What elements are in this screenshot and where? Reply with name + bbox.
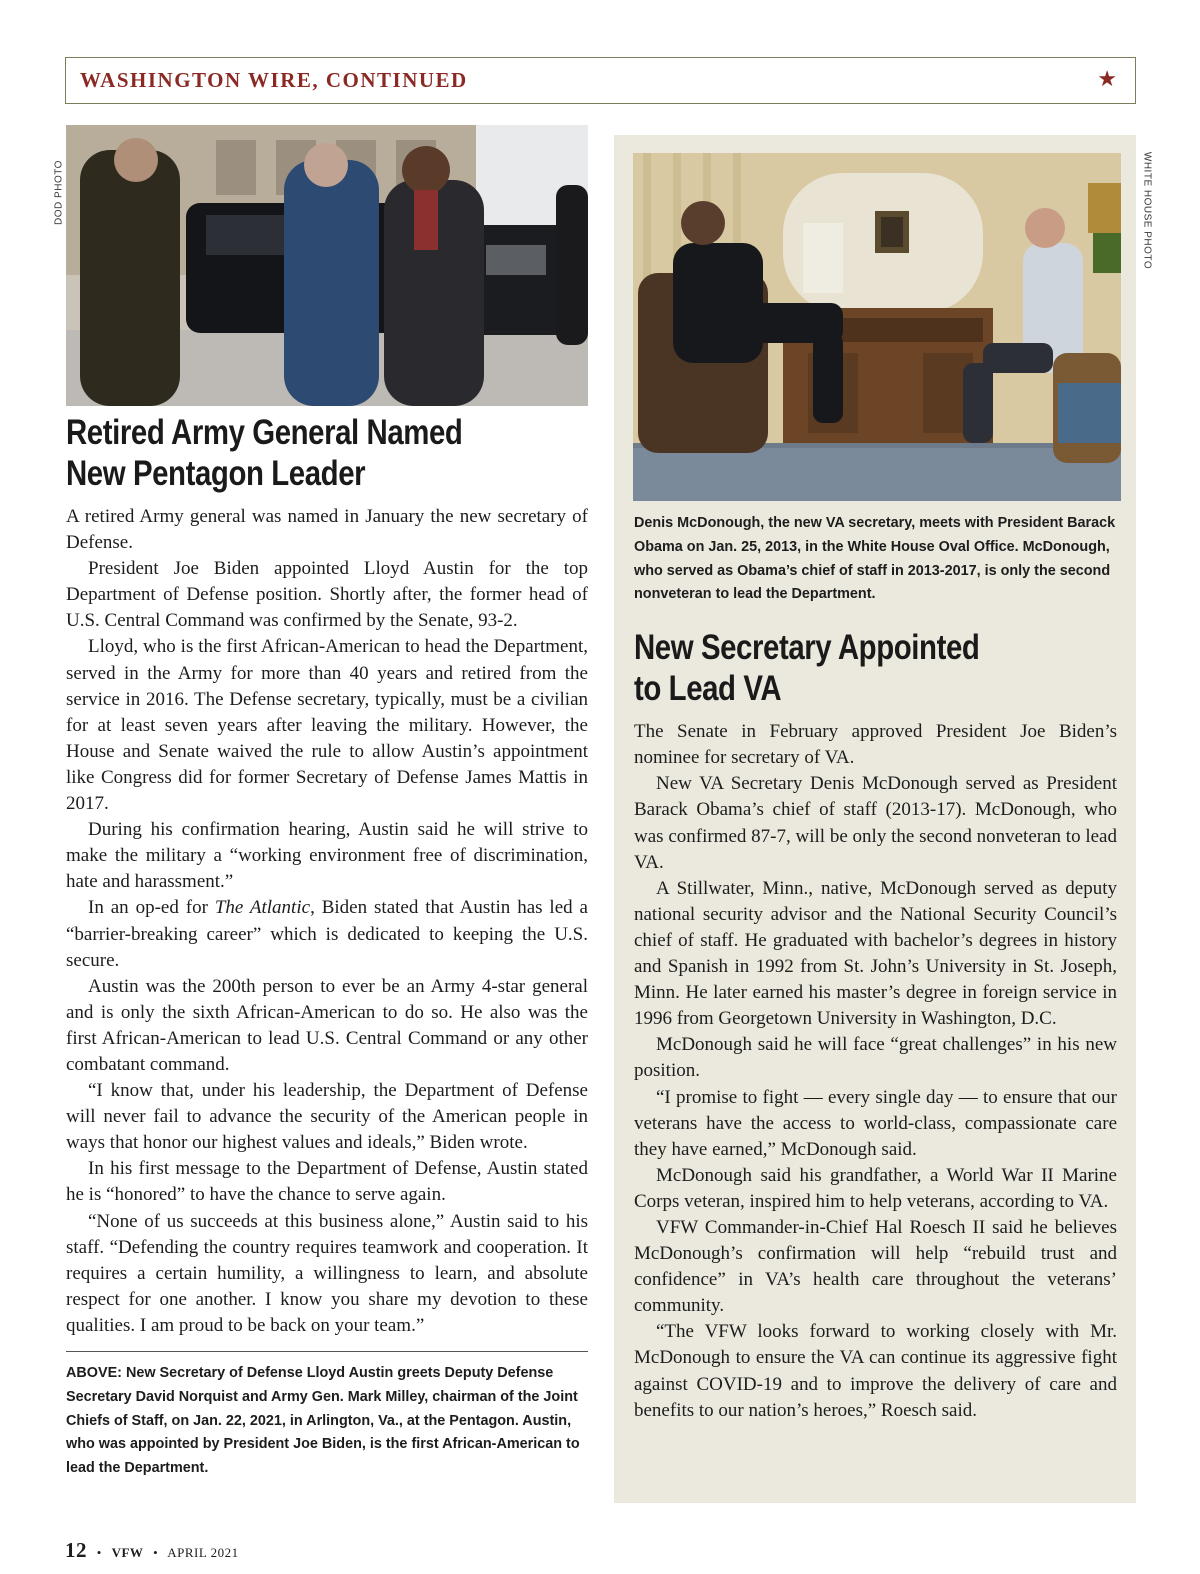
right-headline — [634, 627, 1040, 709]
footer-separator-1: • — [96, 1545, 102, 1560]
publication-name: The Atlantic — [214, 897, 311, 919]
right-headline-line1: New Secretary Appointed — [634, 628, 980, 668]
left-paragraph-5 — [66, 895, 588, 973]
magazine-name: VFW — [111, 1545, 144, 1560]
left-article — [66, 412, 588, 1481]
pentagon-photo-image — [66, 125, 588, 406]
page-number: 12 — [65, 1538, 87, 1562]
left-photo-caption: ABOVE: New Secretary of Defense Lloyd Austin greets Deputy Defense Secretary David Norquist and Army Gen. Mark Milley, chairman of the Joint Chiefs of Staff, on Jan. 22, 2021, in Arlington, Va., at the Pentagon. Austin, who was appointed by President Joe Biden, is the first African-American to lead the Department. — [66, 1365, 580, 1477]
issue-date: APRIL 2021 — [167, 1545, 239, 1560]
left-paragraph-8: In his first message to the Department of Defense, Austin stated he is “honored” to have the chance to serve again. — [66, 1158, 588, 1206]
left-paragraph-7: “I know that, under his leadership, the Department of Defense will never fail to advance the security of the American people in ways that honor our highest values and ideals,” Biden wrote. — [66, 1080, 588, 1154]
right-paragraph-5: “I promise to fight — every single day — to ensure that our veterans have the access to world-class, compassionate care they have earned,” McDonough said. — [634, 1086, 1117, 1160]
left-paragraph-5-pre: In an op-ed for — [88, 897, 215, 919]
right-paragraph-6: McDonough said his grandfather, a World War II Marine Corps veteran, inspired him to help veterans, according to VA. — [634, 1164, 1117, 1212]
photo-credit-right: WHITE HOUSE PHOTO — [1141, 151, 1153, 270]
right-paragraph-8: “The VFW looks forward to working closely with Mr. McDonough to ensure the VA can continue its aggressive fight against COVID-19 and to improve the delivery of care and benefits to our nation’s heroes,” Roesch said. — [634, 1321, 1117, 1421]
right-paragraph-3: A Stillwater, Minn., native, McDonough served as deputy national security advisor and the National Security Council’s chief of staff. He graduated with bachelor’s degrees in history and Spanish in 1992 from St. John’s University in St. Joseph, Minn. He later earned his master’s degree in foreign service in 1996 from Georgetown University in Washington, D.C. — [634, 877, 1117, 1030]
left-paragraph-4: During his confirmation hearing, Austin said he will strive to make the military a “working environment free of discrimination, hate and harassment.” — [66, 819, 588, 893]
photo-credit-left: DOD PHOTO — [53, 160, 65, 225]
right-paragraph-1: The Senate in February approved President Joe Biden’s nominee for secretary of VA. — [634, 721, 1117, 769]
oval-office-photo — [633, 153, 1121, 501]
left-paragraph-3: Lloyd, who is the first African-American to head the Department, served in the Army for more than 40 years and retired from the service in 2016. The Defense secretary, typically, must be a civilian for at least seven years after leaving the military. However, the House and Senate waived the rule to allow Austin’s appointment like Congress did for former Secretary of Defense James Mattis in 2017. — [66, 636, 588, 815]
right-article — [634, 512, 1117, 1424]
caption-divider — [66, 1351, 588, 1352]
left-body — [66, 504, 588, 1339]
left-paragraph-9: “None of us succeeds at this business alone,” Austin said to his staff. “Defending the country requires teamwork and cooperation. It requires a certain humility, a willingness to learn, and absolute respect for one another. I know you share my devotion to these qualities. I am proud to be back on your team.” — [66, 1210, 588, 1336]
pentagon-photo — [66, 125, 588, 406]
oval-office-photo-image — [633, 153, 1121, 501]
star-icon: ★ — [1097, 66, 1117, 91]
section-title: WASHINGTON WIRE, CONTINUED — [80, 68, 468, 92]
section-header — [65, 57, 1136, 104]
left-paragraph-1: A retired Army general was named in January the new secretary of Defense. — [66, 506, 588, 554]
right-body — [634, 719, 1117, 1424]
right-headline-line2: to Lead VA — [634, 669, 782, 709]
left-paragraph-6: Austin was the 200th person to ever be an Army 4-star general and is only the sixth African-American to do so. He also was the first African-American to lead U.S. Central Command or any other combatant command. — [66, 975, 588, 1075]
right-paragraph-2: New VA Secretary Denis McDonough served as President Barack Obama’s chief of staff (2013-17). McDonough, who was confirmed 87-7, will be only the second nonveteran to lead VA. — [634, 773, 1117, 873]
left-paragraph-2: President Joe Biden appointed Lloyd Austin for the top Department of Defense position. Shortly after, the former head of U.S. Central Command was confirmed by the Senate, 93-2. — [66, 558, 588, 632]
right-paragraph-7: VFW Commander-in-Chief Hal Roesch II said he believes McDonough’s confirmation will help “rebuild trust and confidence” in VA’s health care throughout the veterans’ community. — [634, 1216, 1117, 1317]
left-headline-line1: Retired Army General Named — [66, 413, 463, 452]
footer-separator-2: • — [153, 1545, 159, 1560]
right-photo-caption: Denis McDonough, the new VA secretary, meets with President Barack Obama on Jan. 25, 2013, in the White House Oval Office. McDonough, who served as Obama’s chief of staff in 2013-2017, is only the second nonveteran to lead the Department. — [634, 515, 1116, 603]
left-headline-line2: New Pentagon Leader — [66, 454, 366, 493]
left-headline — [66, 412, 504, 494]
page-footer — [65, 1538, 239, 1563]
right-paragraph-4: McDonough said he will face “great challenges” in his new position. — [634, 1034, 1117, 1082]
left-paragraph-5-post: , Biden stated that Austin has led a “barrier-breaking career” which is dedicated to keeping the U.S. secure. — [66, 897, 588, 971]
